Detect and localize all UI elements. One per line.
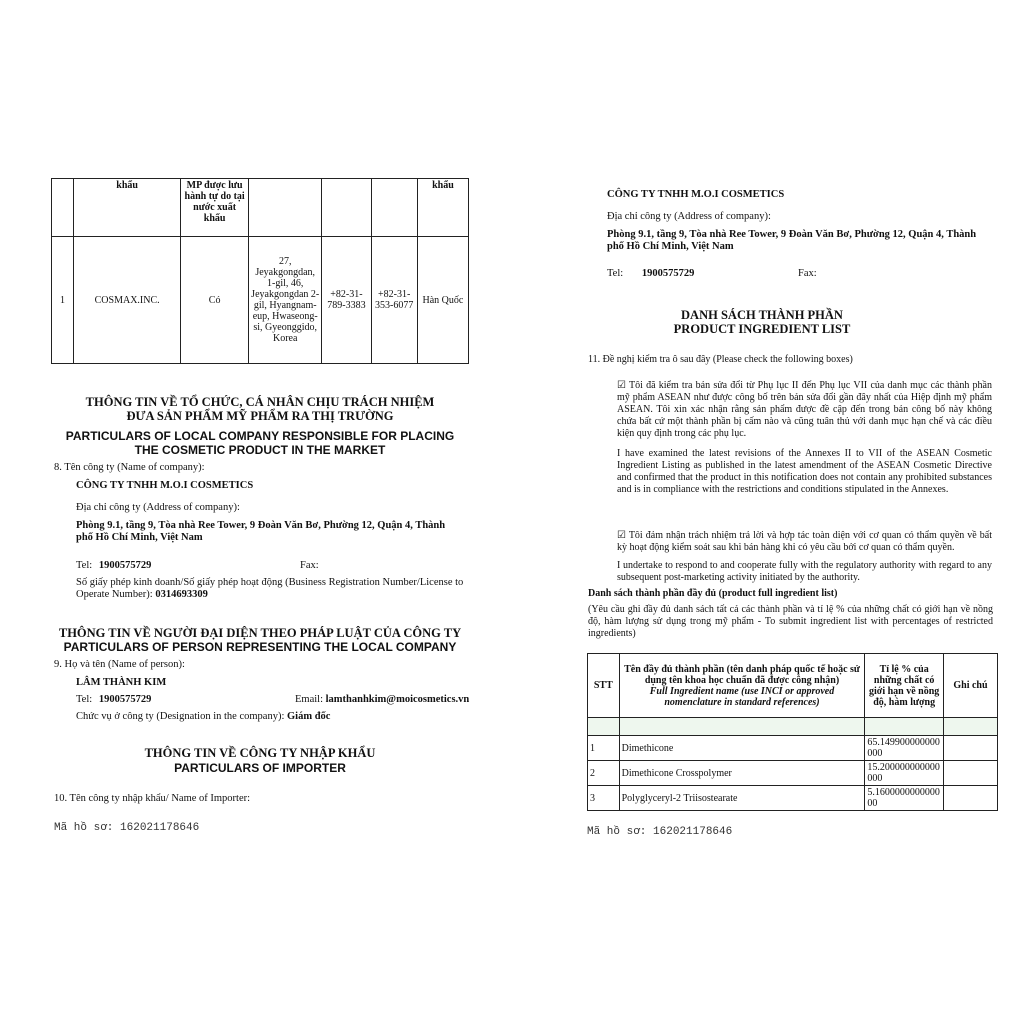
- ingredient-title-en: PRODUCT INGREDIENT LIST: [673, 322, 851, 336]
- company-name: CÔNG TY TNHH M.O.I COSMETICS: [76, 480, 254, 491]
- right-tel-row: [607, 268, 694, 280]
- person-tel-label: Tel:: [76, 694, 93, 705]
- full-list-note: (Yêu cầu ghi đầy đủ danh sách tất cả các thành phần và tỉ lệ % của những chất có giới hạn về nồng độ, hàm lượng sử dụng trong mỹ phẩm - To submit ingredient list with percentages of restricted ingredients): [588, 604, 993, 639]
- ingredient-note: [943, 761, 997, 786]
- check1-en: I have examined the latest revisions of the Annexes II to VII of the ASEAN Cosmetic Ingredient Listing as published in the latest amendment of the ASEAN Cosmetic Directive and confirmed that the product in this notification does not contain any prohibited substances and is in compliance with the restrictions and conditions stipulated in the Annexes.: [617, 448, 992, 495]
- ingredient-name: Dimethicone Crosspolymer: [619, 761, 865, 786]
- table-header-cell: khẩu: [74, 179, 181, 237]
- table-spacer-row: [588, 718, 998, 736]
- header-ingredient-name-en: Full Ingredient name (use INCI or approved nomenclature in standard references): [649, 685, 835, 708]
- person-tel-row: [76, 694, 151, 706]
- right-address-line-2: phố Hồ Chí Minh, Việt Nam: [607, 241, 734, 252]
- person-email: lamthanhkim@moicosmetics.vn: [325, 694, 470, 705]
- right-tel-label: Tel:: [607, 268, 624, 279]
- ingredient-ratio: 5.160000000000000: [865, 786, 944, 811]
- table-header-cell: [371, 179, 417, 237]
- person-email-row: [295, 694, 469, 706]
- fax-label: Fax:: [300, 560, 319, 571]
- ingredient-stt: 3: [588, 786, 620, 811]
- checkbox-checked-icon[interactable]: ☑: [617, 380, 626, 391]
- tel-label: Tel:: [76, 560, 93, 571]
- check2-vi: [617, 530, 992, 554]
- license-number: 0314693309: [155, 589, 208, 600]
- manufacturer-fax: +82-31-353-6077: [371, 237, 417, 364]
- item8-label: 8. Tên công ty (Name of company):: [54, 462, 205, 473]
- table-header-cell: khẩu: [417, 179, 468, 237]
- file-code: Mã hồ sơ: 162021178646: [54, 822, 200, 834]
- right-company-name: CÔNG TY TNHH M.O.I COSMETICS: [607, 189, 785, 200]
- manufacturer-phone: +82-31-789-3383: [322, 237, 371, 364]
- position-row: [76, 711, 330, 723]
- ingredient-table: [587, 653, 998, 811]
- ingredient-stt: 2: [588, 761, 620, 786]
- check1-vi-text: Tôi đã kiểm tra bản sửa đổi từ Phụ lục II đến Phụ lục VII của danh mục các thành phần mỹ phẩm ASEAN như được công bố trên bản sửa đổi gần đây nhất của Hiệp định mỹ phẩm ASEAN. Tôi xin xác nhận rằng sản phẩm được đề cập đến trong bản công bố này không chứa bất cứ một thành phần bị cấm nào và cũng tuân thủ với danh mục hạn chế và các điều kiện quy định trong các phụ lục.: [617, 380, 992, 439]
- license-label: Operate Number):: [76, 589, 153, 600]
- header-ingredient-name: [619, 654, 865, 718]
- ingredient-name: Polyglyceryl-2 Triisostearate: [619, 786, 865, 811]
- position-value: Giám đốc: [287, 711, 331, 722]
- table-header-cell: MP được lưu hành tự do tại nước xuất khẩu: [181, 179, 249, 237]
- ingredient-note: [943, 736, 997, 761]
- right-address-line-1: Phòng 9.1, tầng 9, Tòa nhà Ree Tower, 9 Đoàn Văn Bơ, Phường 12, Quận 4, Thành: [607, 229, 977, 240]
- check2-en: I undertake to respond to and cooperate fully with the regulatory authority with regard to any subsequent post-marketing activity initiated by the authority.: [617, 560, 992, 583]
- section2-title-en: PARTICULARS OF PERSON REPRESENTING THE LOCAL COMPANY: [63, 640, 457, 654]
- right-address-label: Địa chỉ công ty (Address of company):: [607, 211, 771, 222]
- ingredient-ratio: 65.149900000000000: [865, 736, 944, 761]
- item11-label: 11. Đề nghị kiểm tra ô sau đây (Please check the following boxes): [588, 354, 853, 365]
- right-file-code: Mã hồ sơ: 162021178646: [587, 826, 733, 838]
- checkbox-checked-icon[interactable]: ☑: [617, 530, 626, 541]
- right-tel: 1900575729: [641, 268, 695, 279]
- table-row: [588, 786, 998, 811]
- item9-label: 9. Họ và tên (Name of person):: [54, 659, 185, 670]
- section1-title-vi-2: ĐƯA SẢN PHẨM MỸ PHẨM RA THỊ TRƯỜNG: [126, 409, 394, 423]
- table-header-cell: [249, 179, 322, 237]
- table-header-cell: [322, 179, 371, 237]
- person-tel: 1900575729: [98, 694, 152, 705]
- table-row: [52, 237, 469, 364]
- section2-title-vi: THÔNG TIN VỀ NGƯỜI ĐẠI DIỆN THEO PHÁP LUẬT CỦA CÔNG TY: [58, 626, 462, 640]
- header-ratio: Tỉ lệ % của những chất có giới hạn về nồng độ, hàm lượng: [865, 654, 944, 718]
- section1-title-en-1: PARTICULARS OF LOCAL COMPANY RESPONSIBLE FOR PLACING: [65, 429, 455, 443]
- manufacturer-name: COSMAX.INC.: [74, 237, 181, 364]
- full-list-title: Danh sách thành phần đầy đủ (product full ingredient list): [588, 588, 838, 599]
- right-fax-label: Fax:: [798, 268, 817, 279]
- section3-title-en: PARTICULARS OF IMPORTER: [174, 761, 346, 775]
- header-stt: STT: [588, 654, 620, 718]
- ingredient-ratio: 15.200000000000000: [865, 761, 944, 786]
- position-label: Chức vụ ở công ty (Designation in the company):: [76, 711, 285, 722]
- row-stt: 1: [52, 237, 74, 364]
- ingredient-note: [943, 786, 997, 811]
- manufacturer-address: 27, Jeyakgongdan, 1-gil, 46, Jeyakgongdan 2-gil, Hyangnam-eup, Hwaseong-si, Gyeonggido, Korea: [249, 237, 322, 364]
- address-line-2: phố Hồ Chí Minh, Việt Nam: [76, 532, 203, 543]
- table-row: [588, 761, 998, 786]
- header-note: Ghi chú: [943, 654, 997, 718]
- person-email-label: Email:: [295, 694, 323, 705]
- manufacturer-country: Hàn Quốc: [417, 237, 468, 364]
- check1-vi: [617, 380, 992, 440]
- ingredient-stt: 1: [588, 736, 620, 761]
- manufacturer-table: [51, 178, 469, 364]
- tel-value: 1900575729: [98, 560, 152, 571]
- section1-title-vi-1: THÔNG TIN VỀ TỔ CHỨC, CÁ NHÂN CHỊU TRÁCH NHIỆM: [85, 395, 435, 409]
- table-header-cell: [52, 179, 74, 237]
- address-label: Địa chỉ công ty (Address of company):: [76, 502, 240, 513]
- table-row: [588, 736, 998, 761]
- header-ingredient-name-vi: Tên đầy đủ thành phần (tên danh pháp quốc tế hoặc sử dụng tên khoa học chuẩn đã được công nhận): [624, 663, 860, 686]
- person-name: LÂM THÀNH KIM: [76, 677, 167, 688]
- ingredient-title-vi: DANH SÁCH THÀNH PHẦN: [681, 308, 843, 322]
- license-line-1: Số giấy phép kinh doanh/Số giấy phép hoạt động (Business Registration Number/License to: [76, 577, 464, 588]
- tel-row: [76, 560, 151, 572]
- address-line-1: Phòng 9.1, tầng 9, Tòa nhà Ree Tower, 9 Đoàn Văn Bơ, Phường 12, Quận 4, Thành: [76, 520, 446, 531]
- check2-vi-text: Tôi đảm nhận trách nhiệm trả lời và hợp tác toàn diện với cơ quan có thẩm quyền về bất kỳ hoạt động kiểm soát sau khi bán hàng khi có yêu cầu bởi cơ quan có thẩm quyền.: [617, 530, 992, 553]
- section1-title-en-2: THE COSMETIC PRODUCT IN THE MARKET: [134, 443, 386, 457]
- ingredient-name: Dimethicone: [619, 736, 865, 761]
- free-sale-value: Có: [181, 237, 249, 364]
- license-line-2: [76, 589, 208, 601]
- item10-label: 10. Tên công ty nhập khẩu/ Name of Importer:: [54, 793, 251, 804]
- section3-title-vi: THÔNG TIN VỀ CÔNG TY NHẬP KHẨU: [144, 746, 376, 760]
- right-page: [512, 0, 1024, 1024]
